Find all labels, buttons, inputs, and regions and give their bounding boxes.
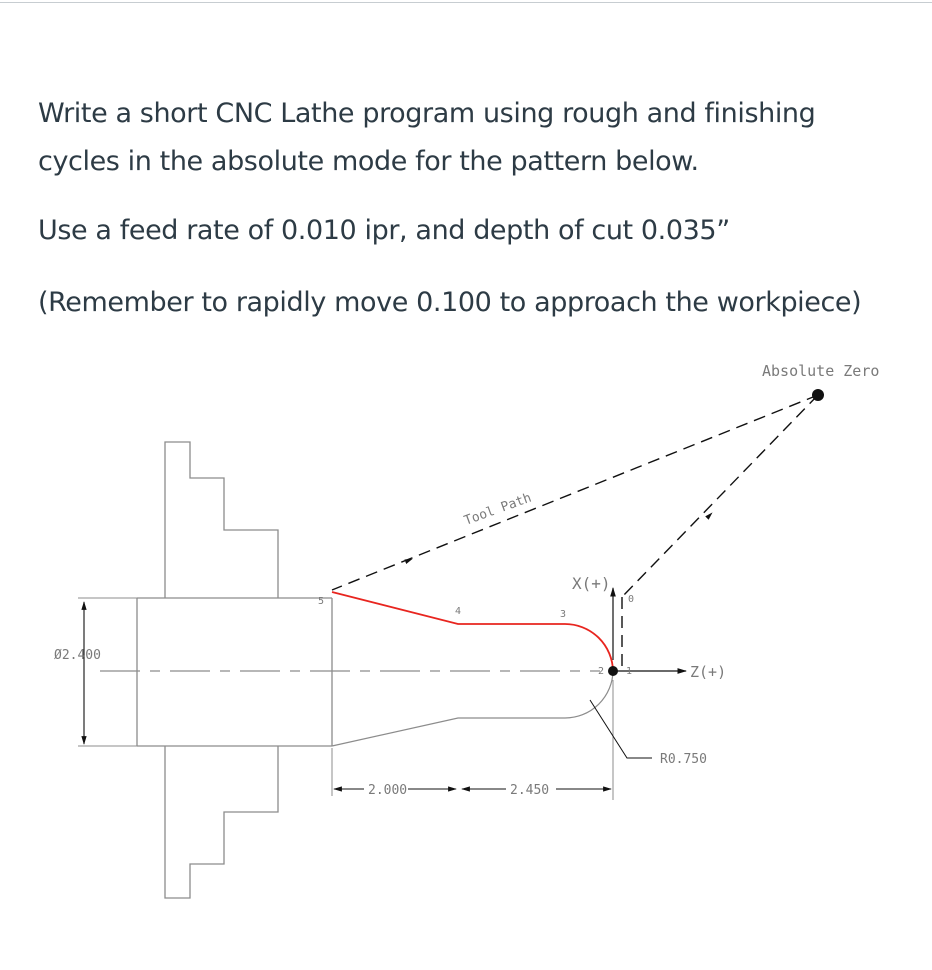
point-label-5: 5 [318,596,325,607]
point-label-0: 0 [628,594,635,605]
dim-left-label: 2.000 [368,783,408,798]
part-profile-lower [332,671,613,746]
tool-path-arrow-return [390,559,412,568]
z-axis-label: Z(+) [690,663,727,681]
point-label-3: 3 [560,609,567,620]
radius-leader [590,700,652,758]
x-axis-label: X(+) [572,574,611,593]
radius-label: R0.750 [660,752,707,767]
point-label-2: 2 [598,666,605,677]
dim-right-label: 2.450 [510,783,550,798]
tool-path-label: Tool Path [462,490,534,529]
instruction-line-2: Use a feed rate of 0.010 ipr, and depth of cut 0.035” [38,215,730,246]
tool-path [332,395,818,668]
stock-body [137,598,332,746]
absolute-zero-label: Absolute Zero [762,362,880,380]
chuck-upper-jaw [165,442,278,598]
diameter-label: Ø2.400 [54,648,101,663]
instruction-line-3: (Remember to rapidly move 0.100 to approach the workpiece) [38,287,862,318]
point-label-1: 1 [626,666,633,677]
absolute-zero-dot [812,389,824,401]
part-profile-finish [332,592,613,671]
tool-path-arrow-approach [700,513,712,525]
point-label-4: 4 [455,606,462,617]
instruction-line-1: Write a short CNC Lathe program using rough and finishing cycles in the absolute mode for the pattern below. [38,98,816,177]
chuck-lower-jaw [165,746,278,898]
